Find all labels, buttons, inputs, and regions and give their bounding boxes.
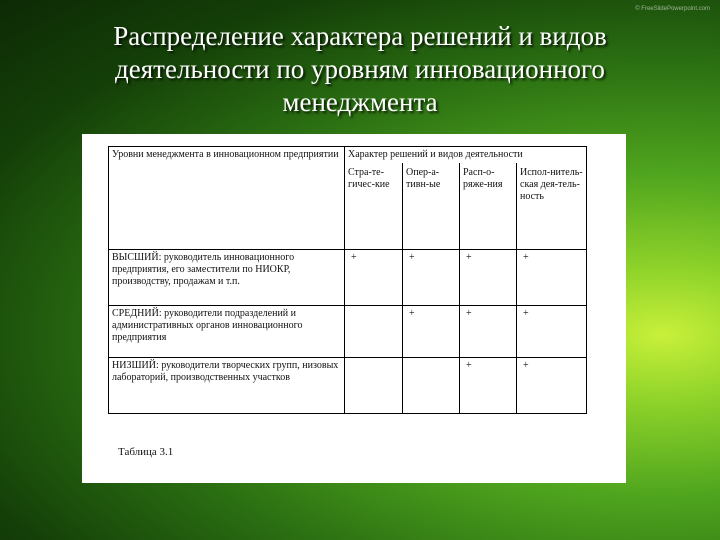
row-label-top: ВЫСШИЙ: руководитель инновационного предприятия, его заместители по НИОКР, производству, продажам и т.п. bbox=[109, 250, 345, 306]
row-label-middle: СРЕДНИЙ: руководители подразделений и административных органов инновационного предприятия bbox=[109, 306, 345, 358]
subheader-operational: Опер-а-тивн-ые bbox=[403, 163, 460, 250]
header-levels: Уровни менеджмента в инновационном предприятии bbox=[109, 147, 345, 250]
mark-cell: + bbox=[460, 250, 517, 306]
mark-cell bbox=[345, 358, 403, 414]
mark-cell: + bbox=[517, 358, 587, 414]
slide-title: Распределение характера решений и видов деятельности по уровням инновационного менеджмента bbox=[113, 21, 607, 117]
table-row bbox=[109, 306, 587, 358]
mark-cell: + bbox=[403, 250, 460, 306]
subheader-strategic: Стра-те-гичес-кие bbox=[345, 163, 403, 250]
row-label-low: НИЗШИЙ: руководители творческих групп, низовых лабораторий, производственных участков bbox=[109, 358, 345, 414]
mark-cell: + bbox=[460, 358, 517, 414]
mark-cell bbox=[403, 358, 460, 414]
table-row bbox=[109, 250, 587, 306]
subheader-executive: Испол-нитель-ская дея-тель-ность bbox=[517, 163, 587, 250]
mark-cell: + bbox=[517, 250, 587, 306]
header-decisions: Характер решений и видов деятельности bbox=[345, 147, 587, 164]
mark-cell: + bbox=[345, 250, 403, 306]
table-caption: Таблица 3.1 bbox=[118, 446, 174, 458]
table-row bbox=[109, 358, 587, 414]
subheader-orders: Расп-о-ряже-ния bbox=[460, 163, 517, 250]
mark-cell: + bbox=[517, 306, 587, 358]
watermark: © FreeSlidePowerpoint.com bbox=[635, 6, 710, 12]
table-panel bbox=[82, 134, 626, 483]
mark-cell: + bbox=[403, 306, 460, 358]
distribution-table bbox=[108, 146, 587, 414]
mark-cell bbox=[345, 306, 403, 358]
mark-cell: + bbox=[460, 306, 517, 358]
